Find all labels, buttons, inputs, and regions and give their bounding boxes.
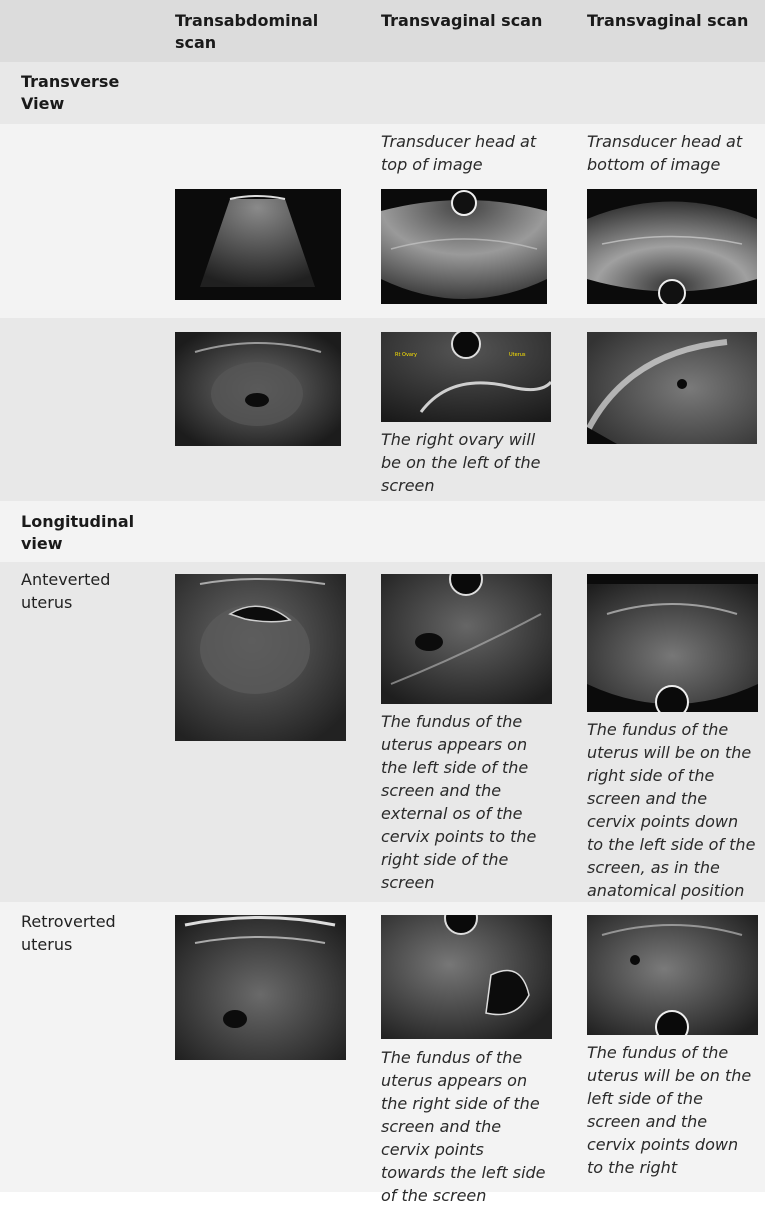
column-header-transabdominal: Transabdominal scan	[175, 11, 319, 52]
ultrasound-image-tv-transverse-probe-top	[381, 189, 547, 304]
section-title-longitudinal: Longitudinal view	[21, 512, 135, 553]
us-label-rt-ovary: Rt Ovary	[395, 352, 417, 358]
caption-retroverted-tv-2: The fundus of the uterus will be on the left side of the screen and the cervix points down to the right	[587, 1043, 752, 1177]
ultrasound-image-tv-anteverted-2	[587, 574, 758, 712]
us-label-uterus: Uterus	[509, 352, 526, 358]
ultrasound-image-ta-retroverted	[175, 915, 346, 1060]
ultrasound-image-tv-transverse-uterus	[587, 332, 757, 444]
ultrasound-image-tv-retroverted-2	[587, 915, 758, 1035]
caption-transducer-bottom: Transducer head at bottom of image	[587, 132, 743, 174]
ultrasound-image-tv-anteverted	[381, 574, 552, 704]
row-label-retroverted: Retroverted uterus	[21, 912, 116, 954]
section-title-transverse: Transverse View	[21, 72, 120, 113]
caption-anteverted-tv-2: The fundus of the uterus will be on the right side of the screen and the cervix points down to the left side of the screen, as in the anatomical position	[587, 720, 756, 900]
ultrasound-image-tv-transverse-probe-bottom	[587, 189, 757, 304]
ultrasound-image-tv-retroverted	[381, 915, 552, 1039]
caption-retroverted-tv-1: The fundus of the uterus appears on the right side of the screen and the cervix points towards the left side of the screen	[381, 1048, 546, 1205]
column-header-transvaginal-2: Transvaginal scan	[587, 11, 749, 30]
ultrasound-image-tv-transverse-ovary	[381, 332, 551, 422]
caption-right-ovary: The right ovary will be on the left of the screen	[381, 430, 541, 495]
caption-transducer-top: Transducer head at top of image	[381, 132, 537, 174]
column-header-transvaginal-1: Transvaginal scan	[381, 11, 543, 30]
ultrasound-image-ta-transverse-probe	[175, 189, 341, 300]
ultrasound-image-ta-transverse-uterus	[175, 332, 341, 446]
ultrasound-image-ta-anteverted	[175, 574, 346, 741]
caption-anteverted-tv-1: The fundus of the uterus appears on the left side of the screen and the external os of the cervix points to the right side of the screen	[381, 712, 537, 892]
row-label-anteverted: Anteverted uterus	[21, 570, 111, 612]
